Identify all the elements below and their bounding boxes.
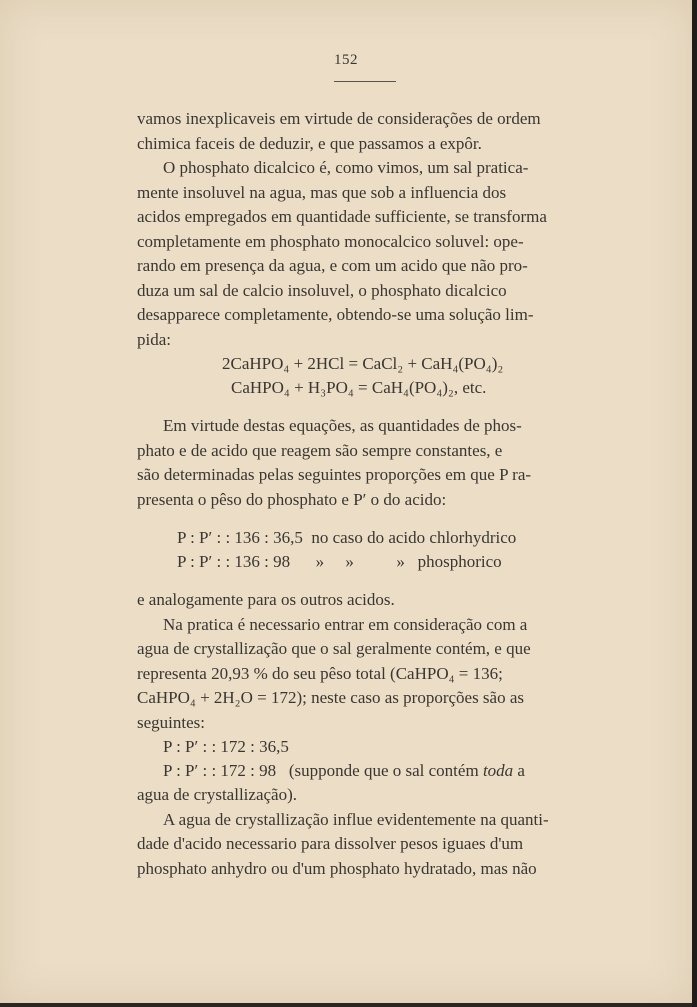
text-line: agua de crystallização). [137,785,297,804]
text-line: representa 20,93 % do seu pêso total (CaHPO₄ = 136; [137,663,503,683]
text-line: Na pratica é necessario entrar em consideração com a [163,614,528,634]
text-line: CaHPO₄ + 2H₂O = 172); neste caso as proporções são as [137,688,525,707]
text-line: dade d'acido necessario para dissolver pesos iguaes d'um [137,834,524,853]
text-line: phosphato anhydro ou d'um phosphato hydratado, mas não [137,858,537,878]
text-line: mente insoluvel na agua, mas que sob a influencia dos [137,182,507,202]
text-line: seguintes: [137,712,205,732]
text-line: duza um sal de calcio insoluvel, o phosphato dicalcico [137,280,507,300]
page-edge-shadow [692,0,697,1007]
text-line: e analogamente para os outros acidos. [137,590,395,609]
body-text [137,107,570,881]
page-number: 152 [334,52,358,68]
text-line: acidos empregados em quantidade sufficiente, se transforma [137,207,547,226]
proportion-4-tail: a [513,761,525,780]
text-line: são determinadas pelas seguintes proporções em que P ra- [137,465,532,484]
spacer [137,400,570,414]
text-line: desapparece completamente, obtendo-se uma solução lim- [137,305,534,324]
text-line: chimica faceis de deduzir, e que passamos a expôr. [137,133,482,153]
proportion-4-text: P : P′ : : 172 : 98 (supponde que o sal contém [163,761,483,780]
text-line: presenta o pêso do phosphato e P′ o do acido: [137,489,447,509]
spacer [137,512,570,526]
text-line: completamente em phosphato monocalcico soluvel: ope- [137,231,524,251]
page-number-rule [334,81,396,82]
text-line: pida: [137,329,171,349]
proportion-4-emphasis: toda [482,761,514,780]
text-line: vamos inexplicaveis em virtude de considerações de ordem [137,109,541,128]
text-line: phato e de acido que reagem são sempre constantes, e [137,440,503,460]
proportion-3: P : P′ : : 172 : 36,5 [163,737,289,756]
spacer [137,574,570,588]
proportion-1: P : P′ : : 136 : 36,5 no caso do acido chlorhydrico [177,528,517,547]
proportion-2: P : P′ : : 136 : 98 » » » phosphorico [177,552,502,571]
text-line: Em virtude destas equações, as quantidades de phos- [163,416,522,435]
text-line: rando em presença da agua, e com um acido que não pro- [137,256,528,275]
equation-1: 2CaHPO₄ + 2HCl = CaCl₂ + CaH₄(PO₄)₂ [222,354,504,373]
proportion-4 [137,759,570,783]
text-line: O phosphato dicalcico é, como vimos, um sal pratica- [163,158,529,177]
equation-2: CaHPO₄ + H₃PO₄ = CaH₄(PO₄)₂, etc. [231,378,487,397]
text-line: A agua de crystallização influe evidentemente na quanti- [163,809,549,829]
text-line: agua de crystallização que o sal geralmente contém, e que [137,639,531,658]
